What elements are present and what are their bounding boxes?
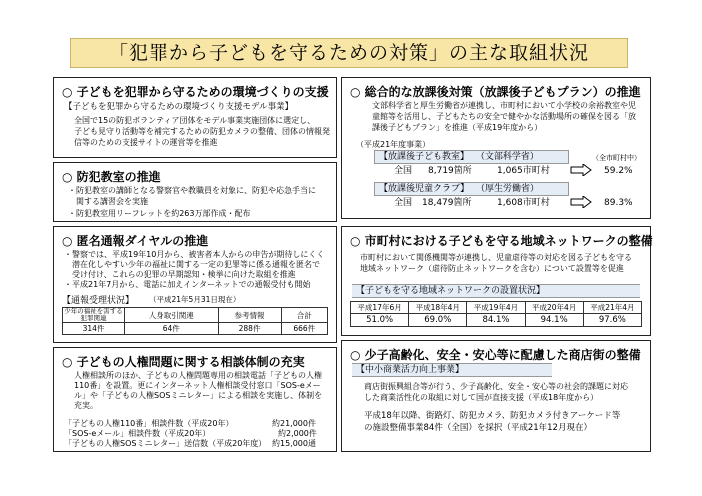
network-box xyxy=(341,226,651,336)
report-table xyxy=(62,307,328,335)
network-year: 平成18年4月 xyxy=(409,302,467,314)
stat-label: 「子どもの人権SOSミニレター」送信数（平成20年度） xyxy=(64,439,267,448)
anon-dial-line: 潜在化しやすい少年の福祉に関する一定の犯罪等に係る通報を匿名で xyxy=(64,260,320,269)
stat-value: 約2,000件 xyxy=(278,429,317,438)
network-rate: 97.6% xyxy=(583,314,641,327)
program-ministry: （厚生労働省） xyxy=(475,184,539,194)
after-school-heading: ○ 総合的な放課後対策（放課後子どもプラン）の推進 xyxy=(350,85,641,99)
crime-class-line: ・防犯教室用リーフレットを約263万部作成・配布 xyxy=(68,209,251,218)
report-table-cell: 288件 xyxy=(218,323,281,335)
program-rate: 59.2% xyxy=(604,166,633,176)
report-table-cell: 314件 xyxy=(63,323,125,335)
program-name: 【放課後児童クラブ】 xyxy=(379,184,470,194)
stat-label: 「SOS-eメール」相談件数（平成20年） xyxy=(64,429,211,438)
stat-value: 約21,000件 xyxy=(272,419,316,428)
network-rate: 94.1% xyxy=(525,314,583,327)
after-school-box xyxy=(341,77,651,219)
stat-label: 「子どもの人権110番」相談件数（平成20年） xyxy=(64,419,234,428)
program-count: 18,479箇所 xyxy=(422,198,472,208)
env-support-heading: ○ 子どもを犯罪から守るための環境づくりの支援 xyxy=(62,85,329,99)
page-title: 「犯罪から子どもを守るための対策」の主な取組状況 xyxy=(70,38,628,68)
report-table-header: 合計 xyxy=(281,308,327,323)
after-school-line: 課後子どもプラン」を推進（平成19年度から） xyxy=(372,123,543,132)
report-table-header: 少年の福祉を害する犯罪関連 xyxy=(64,307,123,322)
shopping-street-line: 商店街振興組合等が行う、少子高齢化、安全・安心等の社会的課題に対応 xyxy=(364,382,628,391)
shopping-street-result: の施設整備事業84件（全国）を採択（平成21年12月現在） xyxy=(364,423,592,433)
network-rate: 69.0% xyxy=(409,314,467,327)
arrow-right-icon xyxy=(570,164,592,176)
shopping-street-heading: ○ 少子高齢化、安全・安心等に配慮した商店街の整備 xyxy=(350,348,641,362)
network-year: 平成17年6月 xyxy=(351,302,409,314)
program-name: 【放課後子ども教室】 xyxy=(379,152,470,162)
stat-value: 約15,000通 xyxy=(272,439,316,448)
shopping-street-line: した商業活性化の取組に対して国が直接支援（平成18年度から） xyxy=(364,393,599,402)
network-table xyxy=(350,301,642,327)
shopping-street-box xyxy=(341,340,651,452)
arrow-right-icon xyxy=(570,196,592,208)
env-support-box xyxy=(53,77,337,158)
program-municipalities: 1,065市町村 xyxy=(497,166,550,176)
network-heading: ○ 市町村における子どもを守る地域ネットワークの整備 xyxy=(350,234,653,248)
program-municipalities: 1,608市町村 xyxy=(497,198,550,208)
env-support-line: 子ども見守り活動等を補完するための防犯カメラの整備、団体の情報発 xyxy=(74,127,330,136)
crime-class-line: ・防犯教室の講師となる警察官や教職員を対象に、防犯や応急手当に xyxy=(68,186,316,195)
report-table-header: 人身取引関連 xyxy=(125,308,219,323)
program-row-club xyxy=(374,182,569,196)
network-rate: 84.1% xyxy=(467,314,525,327)
network-year: 平成21年4月 xyxy=(583,302,641,314)
report-table-header: 参考情報 xyxy=(218,308,281,323)
crime-class-heading: ○ 防犯教室の推進 xyxy=(62,170,161,184)
shopping-street-subheading: 【中小商業活力向上事業】 xyxy=(352,363,552,377)
anon-dial-line: ・警察では、平成19年10月から、被害者本人からの申告が期待しにくく xyxy=(64,250,325,259)
rate-header: （全市町村中） xyxy=(592,154,641,162)
after-school-line: 文部科学省と厚生労働省が連携し、市町村において小学校の余裕教室や児 xyxy=(372,101,636,110)
program-ministry: （文部科学省） xyxy=(475,152,539,162)
anon-dial-line: ・平成21年7月から、電話に加えインターネットでの通報受付も開始 xyxy=(64,280,311,289)
network-year: 平成20年4月 xyxy=(525,302,583,314)
env-support-subheading: 【子どもを犯罪から守るための環境づくり支援モデル事業】 xyxy=(64,102,294,112)
anon-dial-box xyxy=(53,226,337,343)
report-table-note: （平成21年5月31日現在） xyxy=(149,295,241,304)
human-rights-line: 110番」を設置。更にインターネット人権相談受付窓口「SOS-eメー xyxy=(74,381,321,390)
anon-dial-heading: ○ 匿名通報ダイヤルの推進 xyxy=(62,234,209,248)
program-national: 全国 xyxy=(394,166,413,176)
report-table-caption: 【通報受理状況】 xyxy=(62,296,135,306)
year-note: （平成21年度事業） xyxy=(356,140,431,149)
env-support-line: 全国で15の防犯ボランティア団体をモデル事業実施団体に選定し、 xyxy=(74,116,316,125)
network-rate: 51.0% xyxy=(351,314,409,327)
network-year: 平成19年4月 xyxy=(467,302,525,314)
program-row-kyoshitsu xyxy=(374,150,569,164)
anon-dial-line: 受け付け、これらの犯罪の早期認知・検挙に向けた取組を推進 xyxy=(64,270,296,279)
network-line: 地域ネットワーク（虐待防止ネットワークを含む）について設置等を促進 xyxy=(360,264,624,273)
report-table-cell: 666件 xyxy=(281,323,327,335)
program-count: 8,719箇所 xyxy=(428,166,472,176)
human-rights-line: 人権相談所のほか、子どもの人権問題専用の相談電話「子どもの人権 xyxy=(74,371,322,380)
after-school-line: 童館等を活用し、子どもたちの安全で健やかな活動場所の確保を図る「放 xyxy=(372,112,636,121)
network-line: 市町村において関係機関等が連携し、児童虐待等の対応を図る子どもを守る xyxy=(360,253,632,262)
program-national: 全国 xyxy=(394,198,413,208)
human-rights-heading: ○ 子どもの人権問題に関する相談体制の充実 xyxy=(62,355,305,369)
human-rights-box xyxy=(53,347,337,452)
human-rights-line: ル」や「子どもの人権SOSミニレター」による相談を実施し、体制を xyxy=(74,391,323,400)
program-rate: 89.3% xyxy=(604,198,633,208)
env-support-line: 信等のための支援サイトの運営等を推進 xyxy=(74,138,218,147)
report-table-cell: 64件 xyxy=(125,323,219,335)
network-table-caption: 【子どもを守る地域ネットワークの設置状況】 xyxy=(352,284,640,298)
crime-class-box xyxy=(53,162,337,222)
human-rights-line: 充実。 xyxy=(74,401,98,410)
crime-class-line: 関する講習会を実施 xyxy=(68,197,148,206)
shopping-street-result: 平成18年以降、街路灯、防犯カメラ、防犯カメラ付きアーケード等 xyxy=(364,411,621,421)
